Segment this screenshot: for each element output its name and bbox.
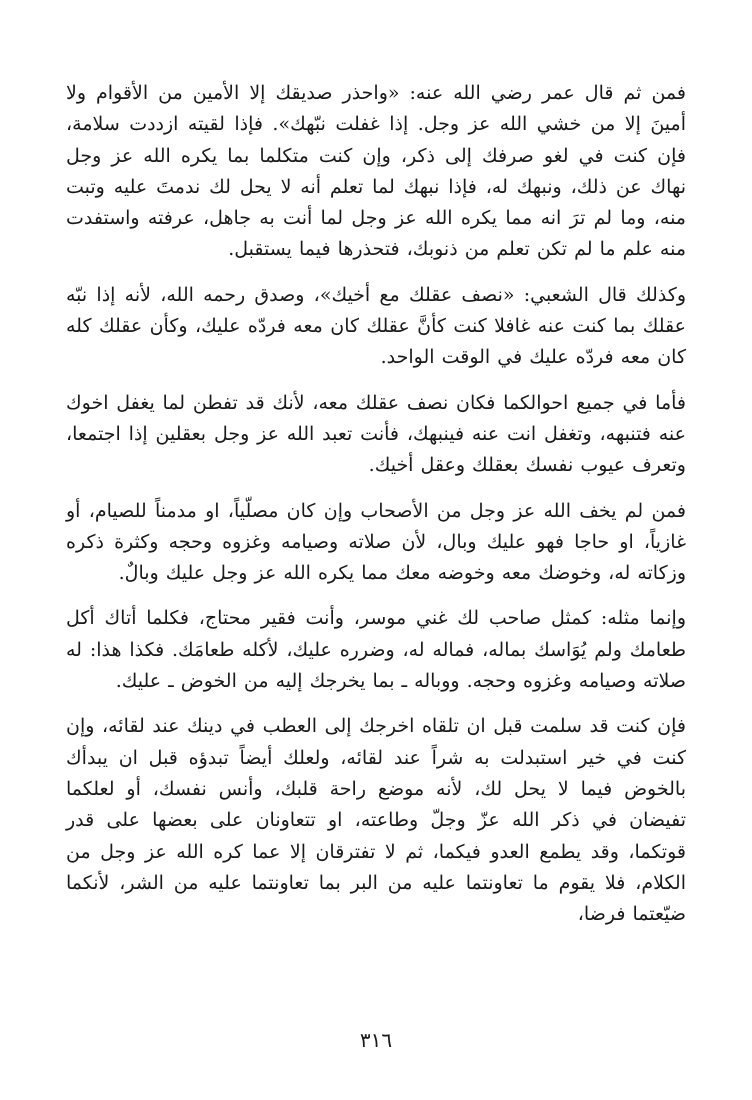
paragraph: وكذلك قال الشعبي: «نصف عقلك مع أخيك»، وصدق رحمه الله، لأنه إذا نبّه عقلك بما كنت عنه غافلا كنت كأنَّ عقلك كان معه فردّه عليك، وكأن عقلك كله كان معه فردّه عليك في الوقت الواحد. xyxy=(66,283,686,369)
paragraph: فمن لم يخف الله عز وجل من الأصحاب وإن كان مصلّياً، او مدمناً للصيام، أو غازياً، او حاجا فهو عليك وبال، لأن صلاته وصيامه وغزوه وحجه وكثرة ذكره وزكاته له، وخوضك معه وخوضه معك مما يكره الله عز وجل عليك وبالٌ. xyxy=(66,499,686,585)
page-number: ٣١٦ xyxy=(359,1028,393,1052)
paragraph: وإنما مثله: كمثل صاحب لك غني موسر، وأنت فقير محتاج، فكلما أتاك أكل طعامك ولم يُوَاسك بماله، فماله له، وضرره عليك، لأكله طعامَك. فكذا هذا: له صلاته وصيامه وغزوه وحجه. ووباله ـ بما يخرجك إليه من الخوض ـ عليك. xyxy=(66,607,686,693)
paragraph: فأما في جميع احوالكما فكان نصف عقلك معه، لأنك قد تفطن لما يغفل اخوك عنه فتنبهه، وتغفل انت عنه فينبهك، فأنت تعبد الله عز وجل بعقلين إذا اجتمعا، وتعرف عيوب نفسك بعقلك وعقل أخيك. xyxy=(66,391,686,477)
paragraph: فمن ثم قال عمر رضي الله عنه: «واحذر صديقك إلا الأمين من الأقوام ولا أمينَ إلا من خشي الله عز وجل. إذا غفلت نبّهك». فإذا لقيته ازددت سلامة، فإن كنت في لغو صرفك إلى ذكر، وإن كنت متكلما بما يكره الله عز وجل نهاك عن ذلك، ونبهك له، فإذا نبهك لما تعلم أنه لا يحل لك ندمتَ عليه وتبت منه، وما لم ترَ انه مما يكره الله عز وجل لما أنت به جاهل، عرفته واستفدت منه علم ما لم تكن تعلم من ذنوبك، فتحذرها فيما يستقبل. xyxy=(66,82,686,261)
paragraph: فإن كنت قد سلمت قبل ان تلقاه اخرجك إلى العطب في دينك عند لقائه، وإن كنت في خير استبدلت به شراً عند لقائه، ولعلك أيضاً تبدؤه قبل ان يبدأك بالخوض فيما لا يحل لك، لأنه موضع راحة قلبك، وأنس نفسك، أو لعلكما تفيضان في ذكر الله عزّ وجلّ وطاعته، او تتعاونان على بعضها على قدر قوتكما، وقد يطمع العدو فيكما، ثم لا تفترقان إلا عما كره الله عز وجل من الكلام، فلا يقوم ما تعاونتما عليه من البر بما تعاونتما عليه من الشر، لأنكما ضيّعتما فرضا، xyxy=(66,715,686,926)
